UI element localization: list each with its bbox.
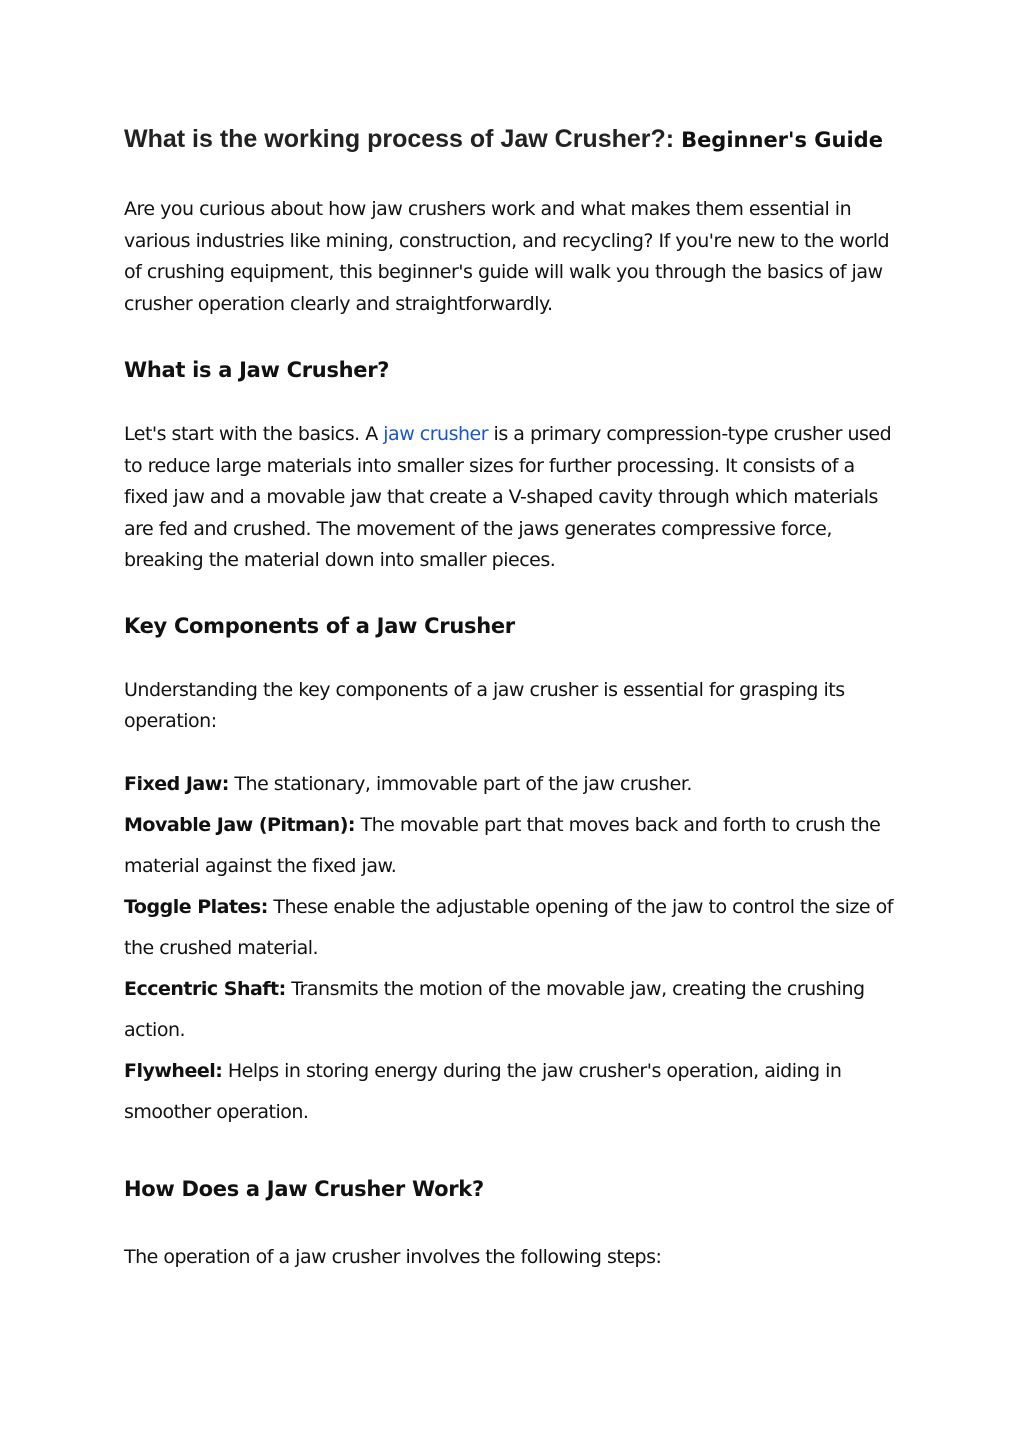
component-label: Toggle Plates:: [124, 895, 268, 918]
section-heading-how-it-works: How Does a Jaw Crusher Work?: [124, 1176, 484, 1201]
document-page: [124, 120, 904, 1273]
title-main: What is the working process of Jaw Crusher?:: [124, 125, 675, 153]
components-intro: Understanding the key components of a jaw crusher is essential for grasping its operation:: [124, 678, 845, 732]
component-text: Transmits the motion of the movable jaw, creating the crushing action.: [124, 977, 865, 1041]
component-item: [124, 1051, 904, 1133]
what-is-text-before: Let's start with the basics. A: [124, 423, 384, 445]
what-is-text-after: is a primary compression-type crusher used to reduce large materials into smaller sizes for further processing. It consists of a fixed jaw and a movable jaw that create a V-shaped cavity through which materials are fed and crushed. The movement of the jaws generates compressive force, breaking the material down into smaller pieces.: [124, 423, 892, 571]
how-it-works-intro: The operation of a jaw crusher involves the following steps:: [124, 1245, 662, 1268]
component-item: [124, 887, 904, 969]
intro-paragraph: Are you curious about how jaw crushers work and what makes them essential in various industries like mining, construction, and recycling? If you're new to the world of crushing equipment, this beginner's guide will walk you through the basics of jaw crusher operation clearly and straightforwardly.: [124, 198, 890, 315]
component-label: Movable Jaw (Pitman):: [124, 813, 355, 836]
page-title: [124, 120, 904, 159]
title-sub: Beginner's Guide: [681, 128, 883, 152]
component-item: [124, 969, 904, 1051]
what-is-paragraph: [124, 419, 904, 577]
component-text: The stationary, immovable part of the jaw crusher.: [228, 772, 692, 795]
component-label: Fixed Jaw:: [124, 772, 229, 795]
components-list: [124, 764, 904, 1133]
section-heading-components: Key Components of a Jaw Crusher: [124, 613, 515, 638]
component-item: [124, 805, 904, 887]
component-text: The movable part that moves back and forth to crush the material against the fixed jaw.: [124, 813, 881, 877]
jaw-crusher-link[interactable]: jaw crusher: [383, 423, 489, 445]
component-label: Flywheel:: [124, 1059, 223, 1082]
component-text: These enable the adjustable opening of the jaw to control the size of the crushed material.: [124, 895, 893, 959]
component-text: Helps in storing energy during the jaw crusher's operation, aiding in smoother operation.: [124, 1059, 842, 1123]
component-item: [124, 764, 904, 805]
section-heading-what-is: What is a Jaw Crusher?: [124, 358, 390, 382]
component-label: Eccentric Shaft:: [124, 977, 286, 1000]
